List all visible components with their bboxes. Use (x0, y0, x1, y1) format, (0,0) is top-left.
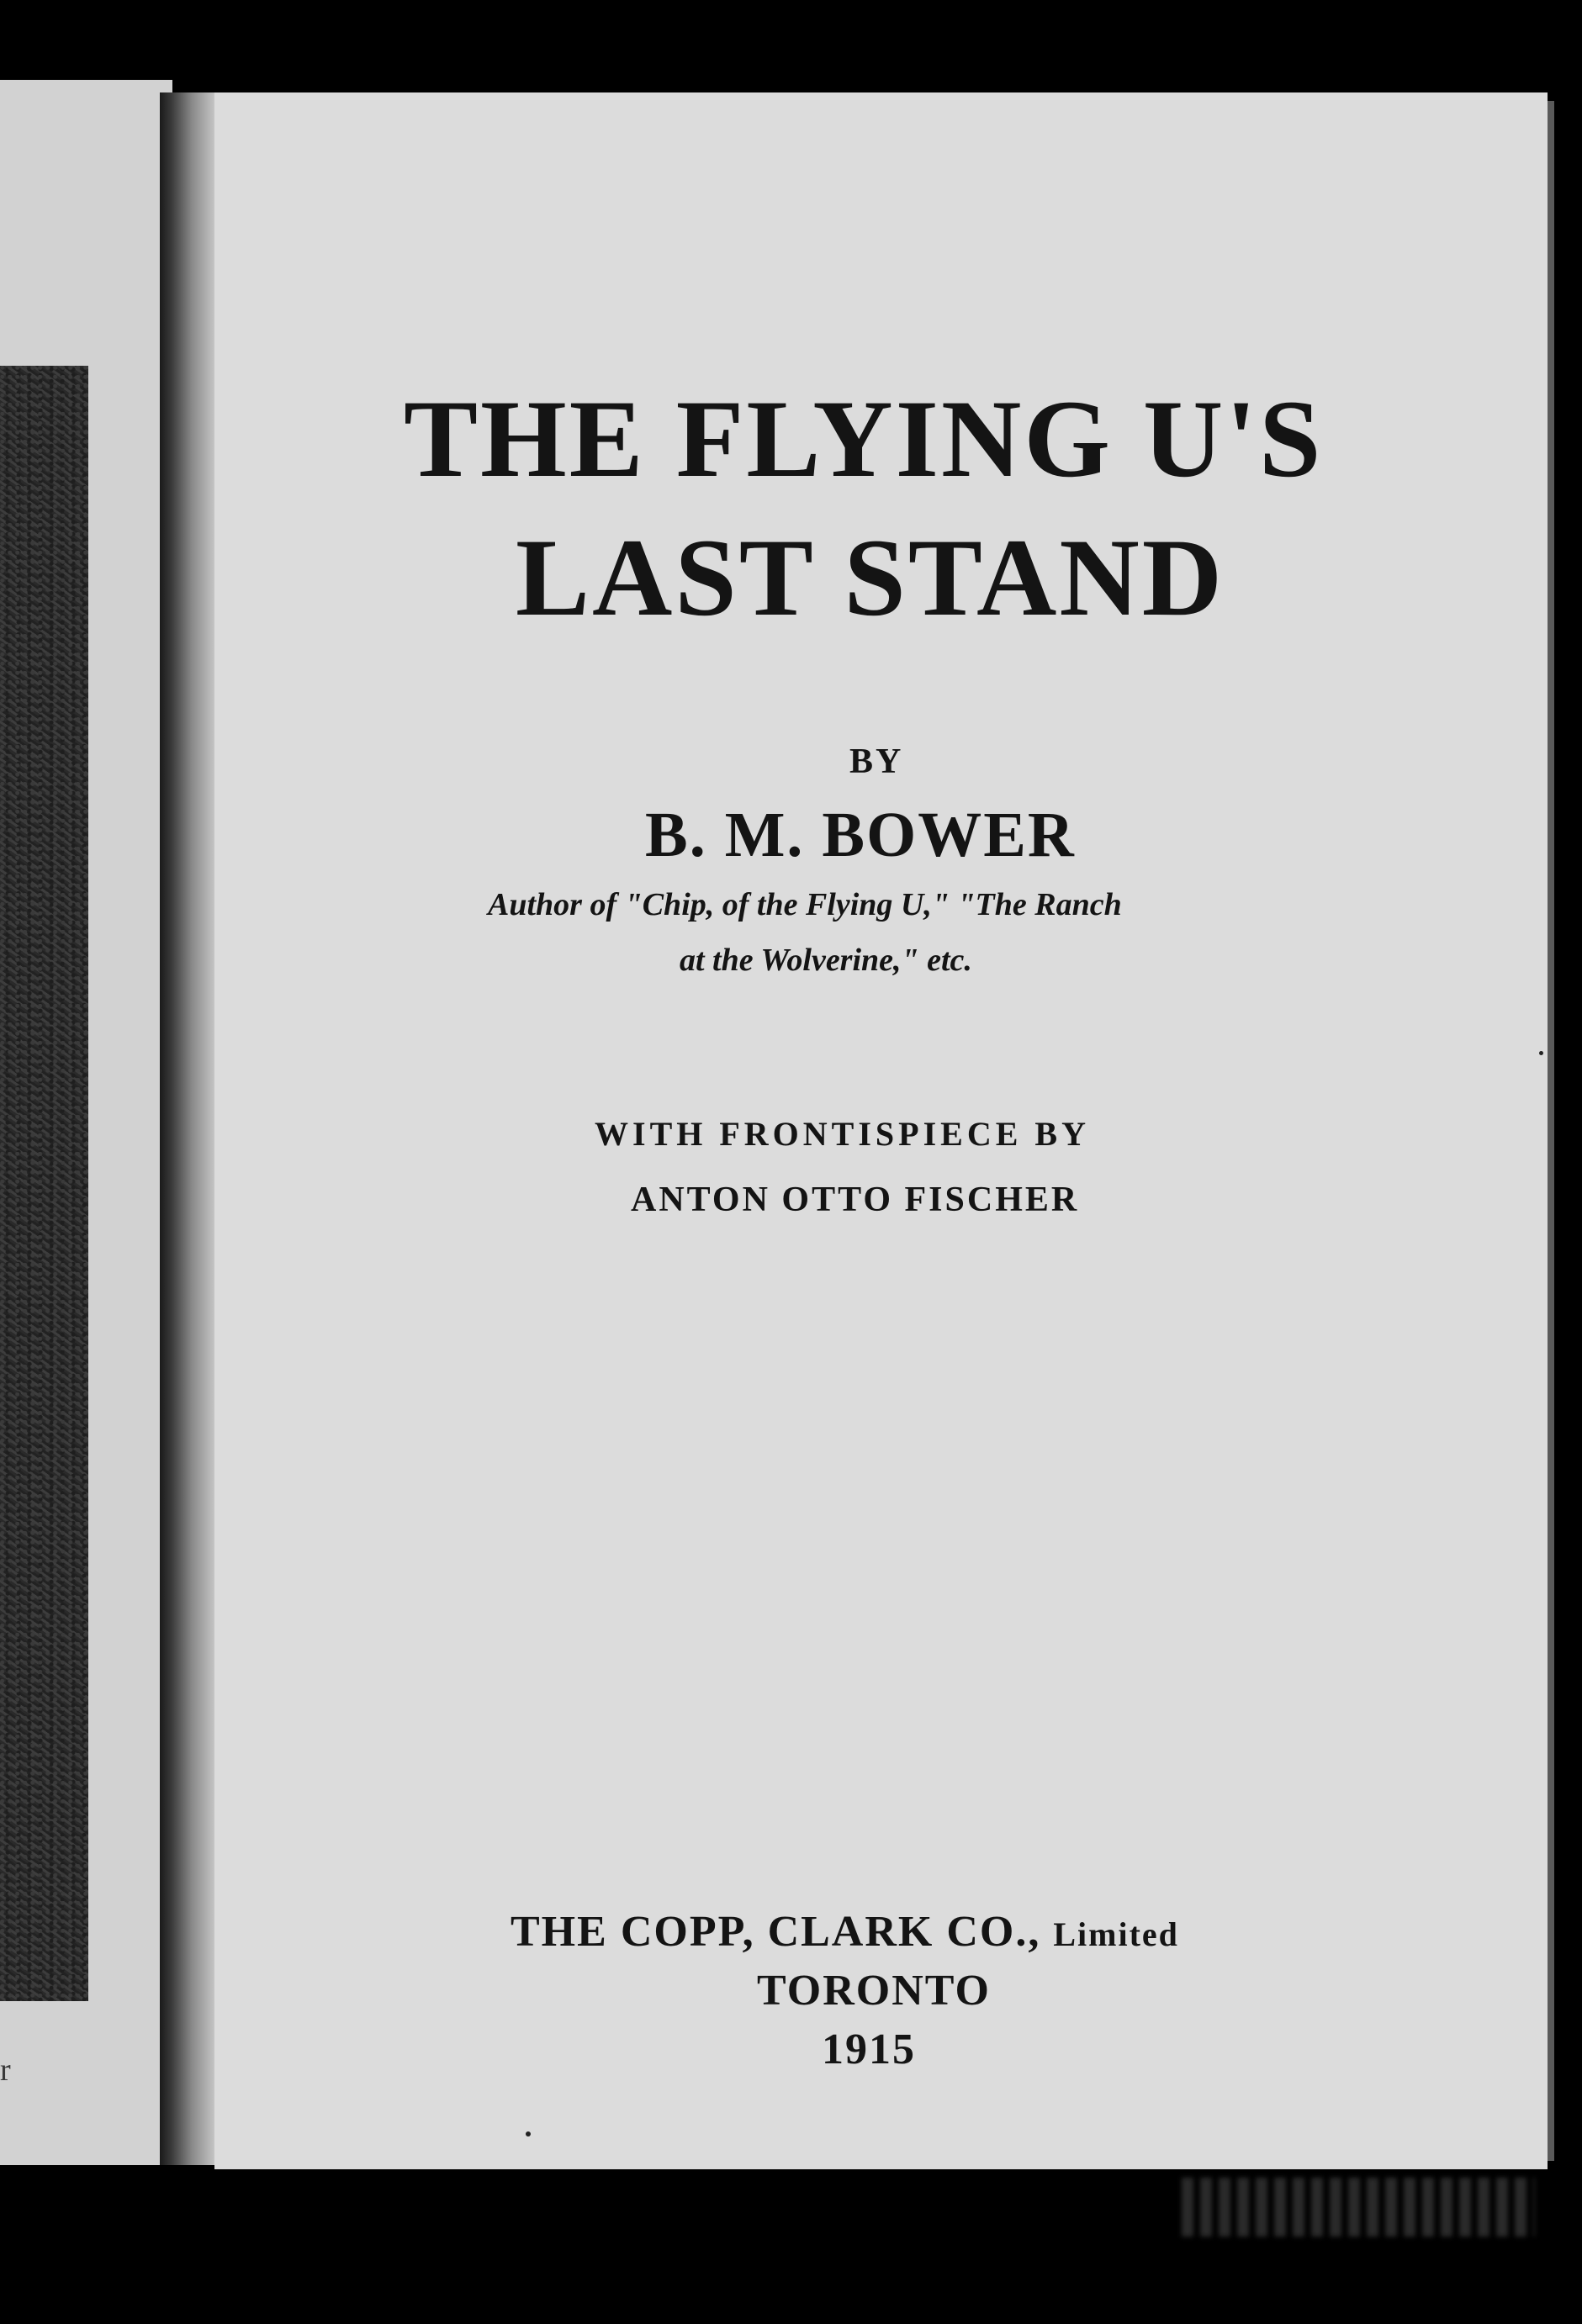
book-title-line-1: THE FLYING U'S (404, 377, 1324, 500)
illustrator-name: ANTON OTTO FISCHER (631, 1180, 1080, 1219)
book-title-line-2: LAST STAND (516, 515, 1225, 639)
frontispiece-credit-line-1: WITH FRONTISPIECE BY (595, 1115, 1090, 1153)
author-credits-line-2: at the Wolverine," etc. (680, 943, 972, 978)
facing-page (0, 80, 172, 2165)
by-label: BY (849, 742, 904, 781)
book-gutter (160, 92, 219, 2165)
library-stamp (1182, 2178, 1535, 2237)
publisher-name (511, 1907, 1179, 1957)
author-credits-line-1: Author of "Chip, of the Flying U," "The Ranch (488, 887, 1122, 922)
ink-speck (526, 2131, 531, 2136)
ink-speck (1539, 1051, 1543, 1055)
publisher-name-main: THE COPP, CLARK CO., (511, 1908, 1041, 1956)
title-page (214, 92, 1548, 2169)
publisher-city: TORONTO (757, 1967, 991, 2015)
author-name: B. M. BOWER (645, 800, 1076, 870)
facing-page-text-fragment: r (0, 2052, 11, 2088)
publisher-name-suffix: Limited (1053, 1915, 1179, 1953)
page-edge-shadow (1548, 101, 1554, 2161)
frontispiece-image (0, 366, 88, 2001)
publication-year: 1915 (822, 2026, 916, 2073)
